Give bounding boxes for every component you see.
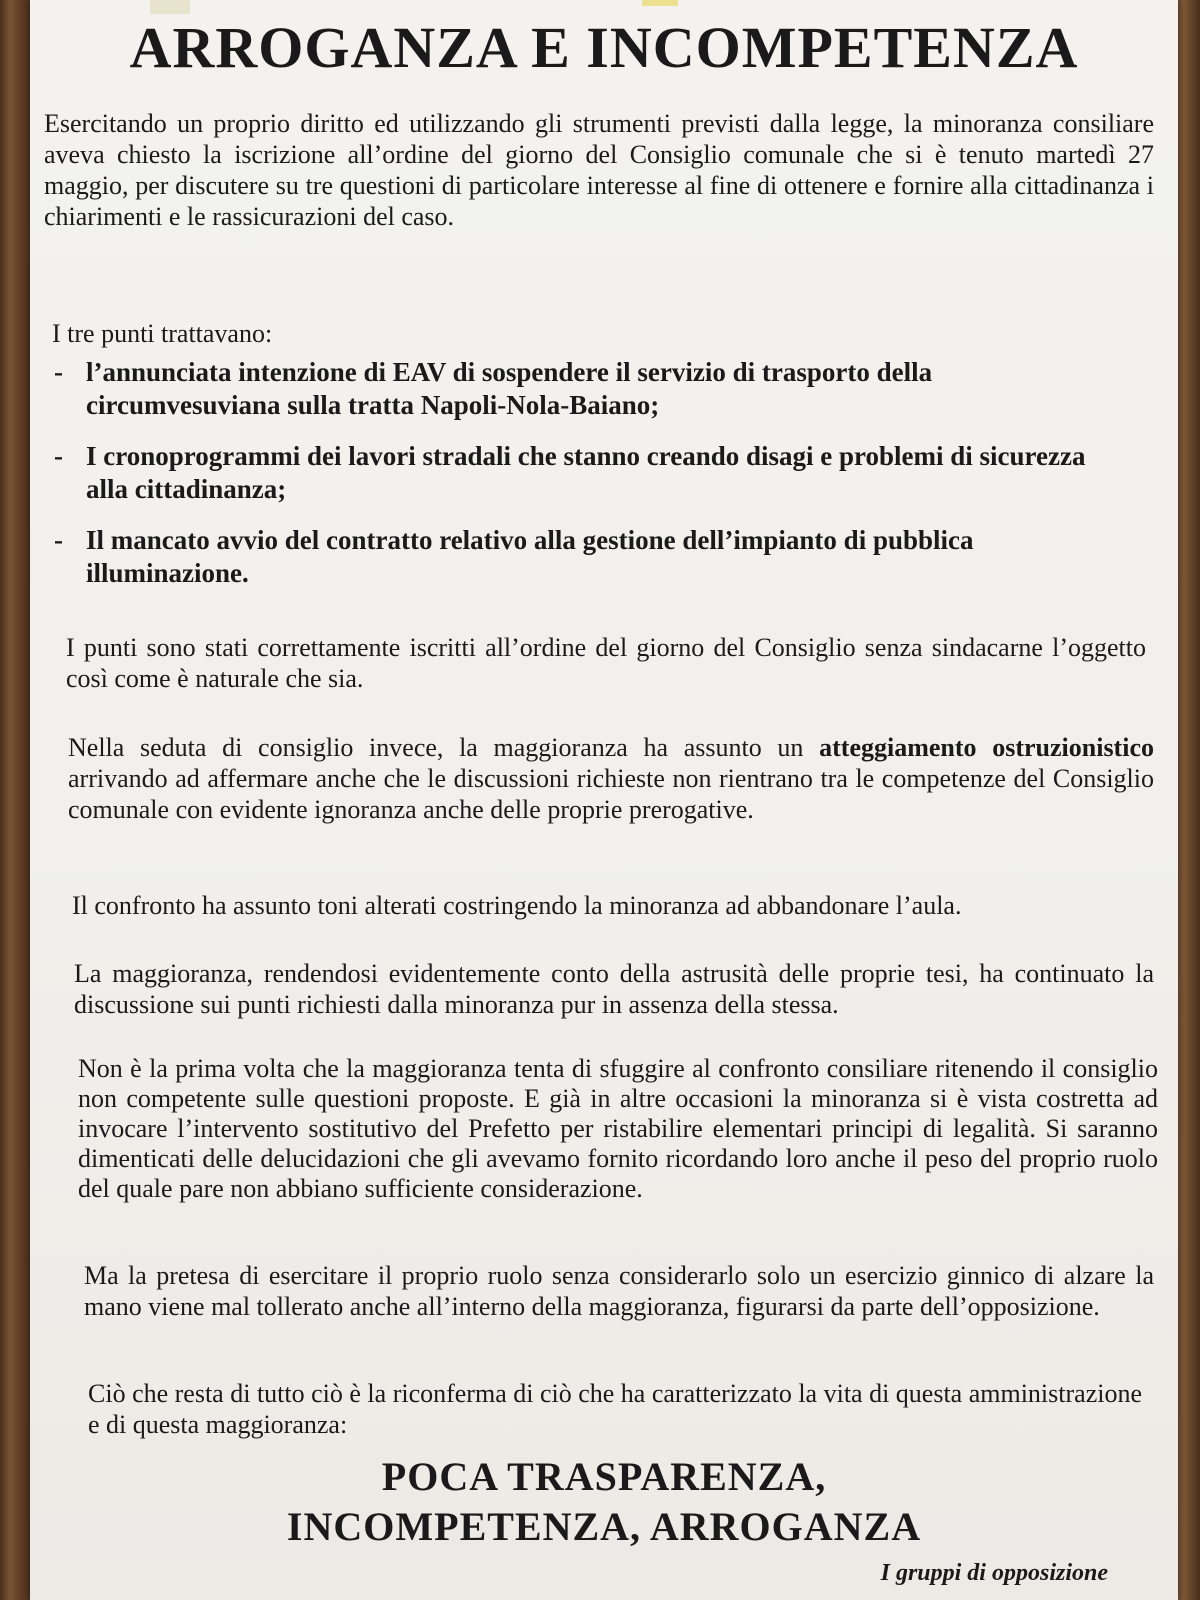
list-item	[54, 356, 1114, 422]
list-item-text: Il mancato avvio del contratto relativo alla gestione dell’impianto di pubblica illuminazione.	[86, 525, 974, 588]
tape-strip	[150, 0, 190, 14]
closing-line: POCA TRASPARENZA,	[381, 1454, 827, 1499]
points-intro: I tre punti trattavano:	[52, 319, 273, 348]
signature: I gruppi di opposizione	[880, 1560, 1108, 1586]
closing-slogan	[30, 1452, 1178, 1552]
bullet-dash: -	[54, 441, 63, 471]
paragraph-confrontation: Il confronto ha assunto toni alterati costringendo la minoranza ad abbandonare l’aula.	[72, 891, 962, 920]
list-item-text: l’annunciata intenzione di EAV di sospendere il servizio di trasporto della circumvesuviana sulla tratta Napoli-Nola-Baiano;	[86, 357, 933, 420]
paragraph-points-registered: I punti sono stati correttamente iscritti all’ordine del giorno del Consiglio senza sindacarne l’oggetto così come è naturale che sia.	[66, 633, 1146, 693]
paragraph-intro: Esercitando un proprio diritto ed utilizzando gli strumenti previsti dalla legge, la minoranza consiliare aveva chiesto la iscrizione all’ordine del giorno del Consiglio comunale che si è tenuto martedì 27 maggio, per discutere su tre questioni di particolare interesse al fine di ottenere e fornire alla cittadinanza i chiarimenti e le rassicurazioni del caso.	[44, 109, 1154, 231]
paragraph-not-first-time: Non è la prima volta che la maggioranza tenta di sfuggire al confronto consiliare ritenendo il consiglio non competente sulle questioni proposte. E già in altre occasioni la minoranza si è vista costretta ad invocare l’intervento sostitutivo del Prefetto per ristabilire elementari principi di legalità. Si saranno dimenticati delle delucidazioni che gli avevamo fornito ricordando loro anche il peso del proprio ruolo del quale pare non abbiano sufficiente considerazione.	[78, 1054, 1158, 1203]
paragraph-text: arrivando ad affermare anche che le discussioni richieste non rientrano tra le competenze del Consiglio comunale con evidente ignoranza anche delle proprie prerogative.	[68, 764, 1154, 824]
poster-title: ARROGANZA E INCOMPETENZA	[129, 15, 1079, 80]
paragraph-conclusion: Ciò che resta di tutto ciò è la riconferma di ciò che ha caratterizzato la vita di questa amministrazione e di questa maggioranza:	[88, 1379, 1143, 1439]
bullet-dash: -	[54, 525, 63, 555]
closing-line: INCOMPETENZA, ARROGANZA	[286, 1504, 922, 1549]
paragraph-majority: La maggioranza, rendendosi evidentemente conto della astrusità delle proprie tesi, ha continuato la discussione sui punti richiesti dalla minoranza pur in assenza della stessa.	[74, 959, 1154, 1019]
poster	[30, 0, 1178, 1600]
bullet-dash: -	[54, 357, 63, 387]
list-item	[54, 524, 1114, 590]
list-item	[54, 440, 1114, 506]
paragraph-text: Nella seduta di consiglio invece, la maggioranza ha assunto un	[68, 733, 820, 762]
paragraph-pretense: Ma la pretesa di esercitare il proprio ruolo senza considerarlo solo un esercizio ginnico di alzare la mano viene mal tollerato anche all’interno della maggioranza, figurarsi da parte dell’opposizione.	[84, 1261, 1154, 1321]
list-item-text: I cronoprogrammi dei lavori stradali che stanno creando disagi e problemi di sicurezza alla cittadinanza;	[86, 441, 1086, 504]
paragraph-obstruction	[68, 732, 1154, 825]
emphasis-text: atteggiamento ostruzionistico	[819, 733, 1154, 762]
tape-strip	[642, 0, 678, 6]
